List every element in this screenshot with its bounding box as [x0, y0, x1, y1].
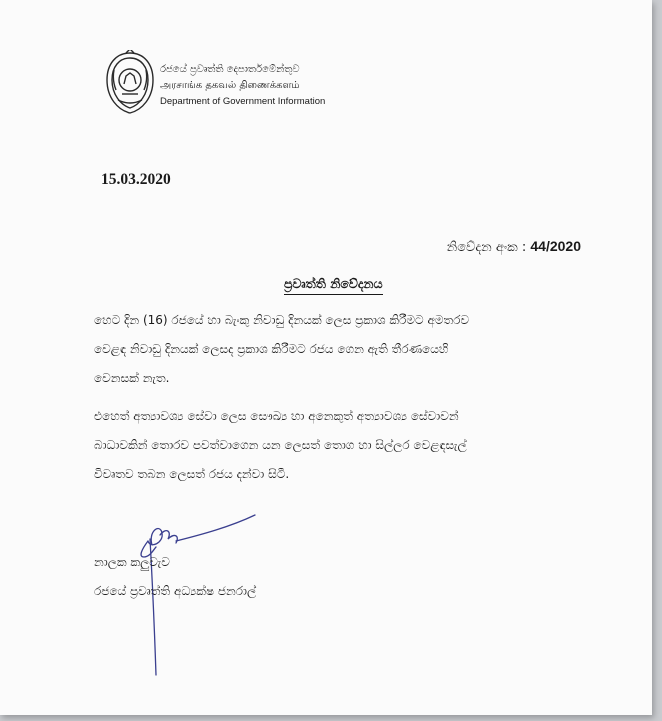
document-date: 15.03.2020 — [101, 171, 171, 188]
paragraph-1-line: හෙට දින (16) රජයේ හා බැංකු නිවාඩු දිනයක් ලෙස ප්‍රකාශ කිරීමට අමතරව — [94, 313, 470, 327]
signatory — [94, 548, 256, 606]
paragraph-1-line: වෙනසක් නැත. — [94, 371, 170, 385]
reference-number — [447, 238, 581, 255]
signatory-title: රජයේ ප්‍රවෘත්ති අධ්‍යක්ෂ ජනරාල් — [94, 584, 257, 598]
paragraph-1 — [94, 306, 590, 393]
paragraph-2-line: විවෘතව තබන ලෙසත් රජය දන්වා සිටී. — [94, 467, 290, 481]
department-name-tamil: அரசாங்க தகவல் திணைக்களம் — [160, 80, 300, 91]
paragraph-2 — [94, 402, 590, 489]
department-name-english: Department of Government Information — [160, 96, 326, 107]
department-name-sinhala: රජයේ ප්‍රවෘත්ති දෙපාර්තමේන්තුව — [160, 64, 300, 75]
reference-value: 44/2020 — [530, 238, 581, 254]
document-title: ප්‍රවෘත්ති නිවේදනය — [284, 276, 383, 295]
department-letterhead — [160, 62, 325, 110]
reference-label: නිවේදන අංක : — [446, 240, 527, 255]
signatory-name: නාලක කලුවැව — [94, 555, 170, 569]
paragraph-1-line: වෙළඳ නිවාඩු දිනයක් ලෙසද ප්‍රකාශ කිරීමට රජය ගෙන ඇති තීරණයෙහි — [94, 342, 449, 356]
government-seal-icon — [104, 50, 156, 116]
paragraph-2-line: එහෙත් අත්‍යාවශ්‍ය සේවා ලෙස සෞඛ්‍ය හා අනෙකුත් අත්‍යාවශ්‍ය සේවාවන් — [94, 409, 459, 423]
paragraph-2-line: බාධාවකින් තොරව පවත්වාගෙන යන ලෙසත් තොග හා සිල්ලර වෙළඳසැල් — [94, 438, 467, 452]
